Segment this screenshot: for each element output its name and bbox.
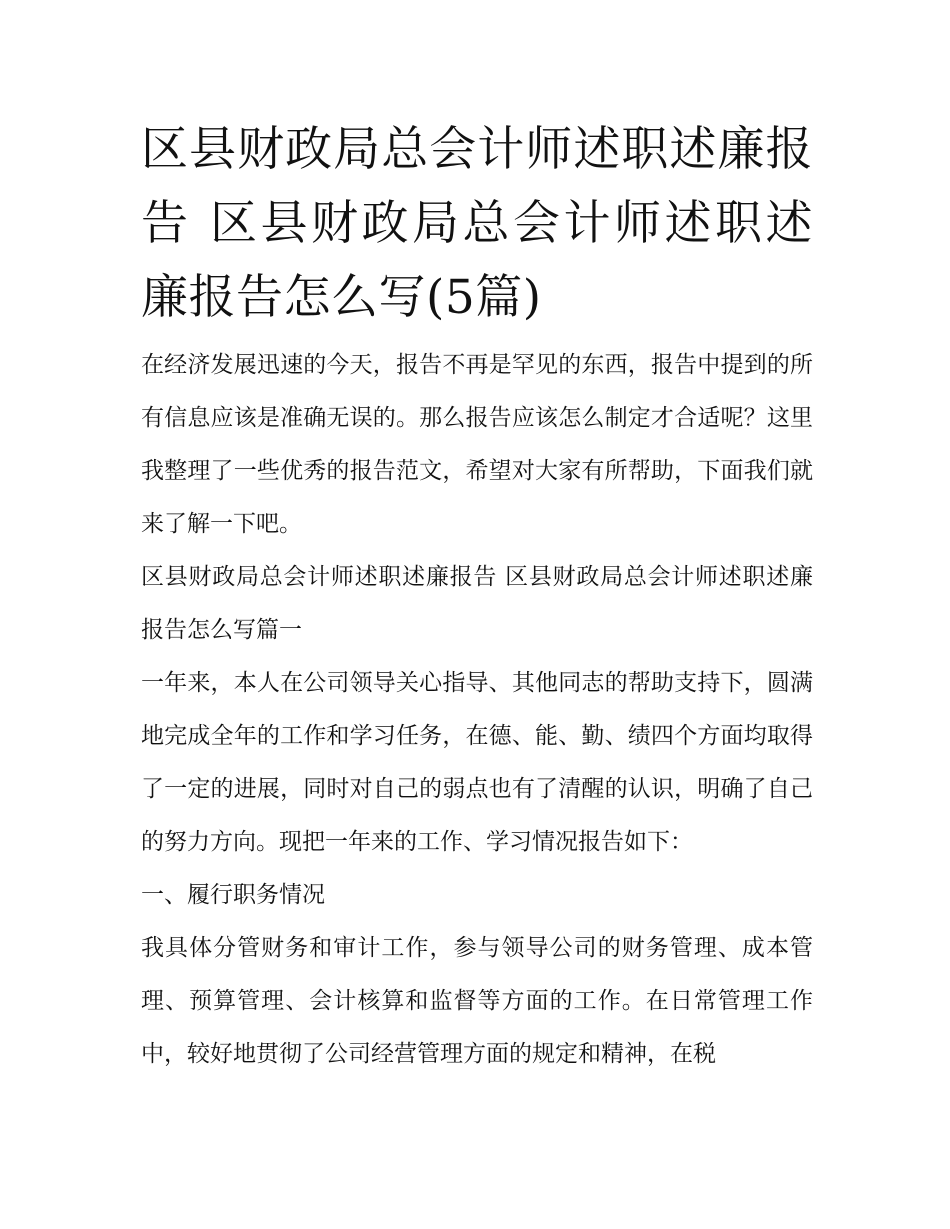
body-paragraph-2: 我具体分管财务和审计工作，参与领导公司的财务管理、成本管理、预算管理、会计核算和监督等方面的工作。在日常管理工作中，较好地贯彻了公司经营管理方面的规定和精神，在税: [141, 935, 813, 1067]
intro-paragraph: 在经济发展迅速的今天，报告不再是罕见的东西，报告中提到的所有信息应该是准确无误的。那么报告应该怎么制定才合适呢？这里我整理了一些优秀的报告范文，希望对大家有所帮助，下面我们就来了解一下吧。: [141, 352, 813, 537]
subheading-1: 一、履行职务情况: [141, 882, 325, 908]
document-content: [141, 113, 813, 1081]
section-title: 区县财政局总会计师述职述廉报告 区县财政局总会计师述职述廉报告怎么写篇一: [141, 564, 813, 643]
document-title: 区县财政局总会计师述职述廉报告 区县财政局总会计师述职述廉报告怎么写(5篇): [141, 122, 813, 325]
body-paragraph-1: 一年来，本人在公司领导关心指导、其他同志的帮助支持下，圆满地完成全年的工作和学习任务，在德、能、勤、绩四个方面均取得了一定的进展，同时对自己的弱点也有了清醒的认识，明确了自己的努力方向。现把一年来的工作、学习情况报告如下：: [141, 670, 813, 855]
